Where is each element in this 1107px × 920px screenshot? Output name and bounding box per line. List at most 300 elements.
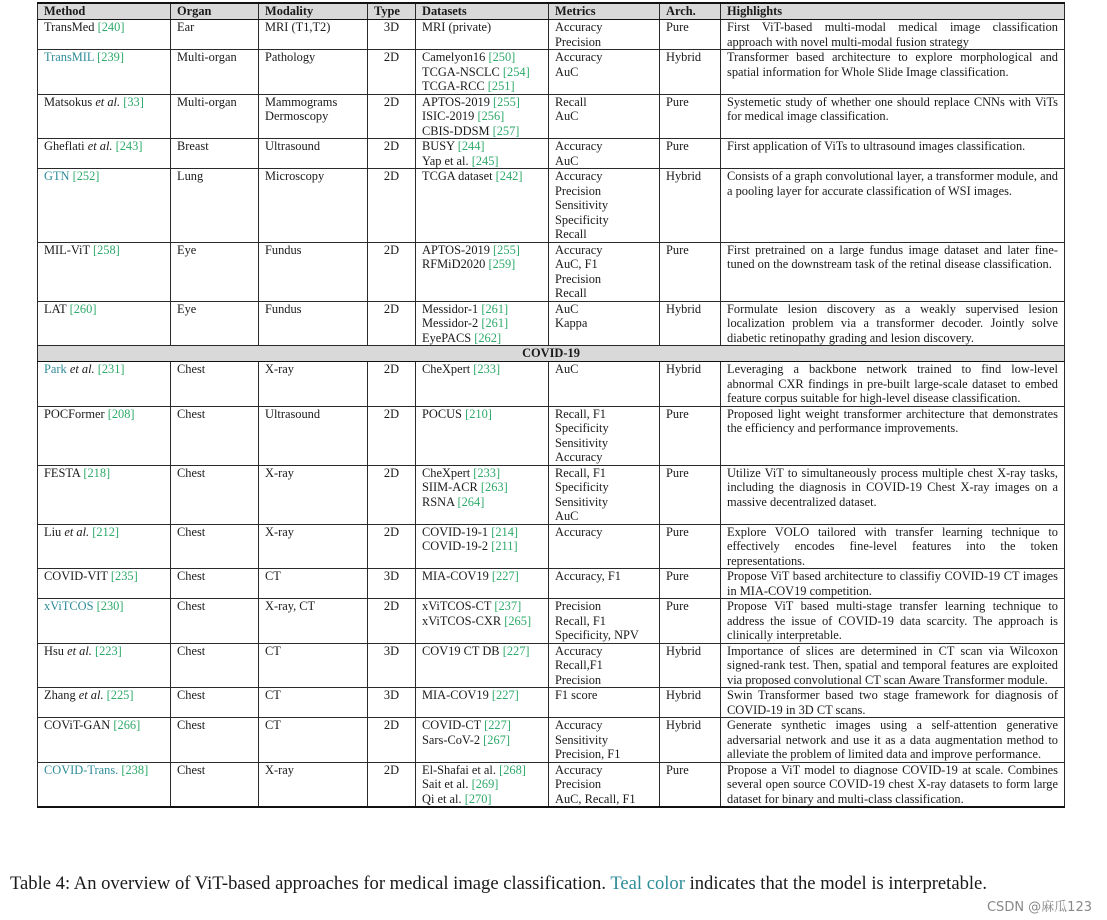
dataset-entry [422, 569, 542, 584]
arch-cell [660, 94, 721, 139]
type-cell [368, 301, 416, 346]
highlights-text: Propose ViT based architecture to classifiy COVID-19 CT images in MIA-COV19 competition. [727, 569, 1058, 598]
dataset-name: xViTCOS-CT [422, 599, 492, 613]
dataset-name: CheXpert [422, 465, 471, 480]
method-cell [38, 242, 171, 301]
dataset-entry [422, 525, 542, 540]
arch-cell [660, 643, 721, 688]
type-cell [368, 465, 416, 524]
dataset-citation: [210] [465, 406, 492, 421]
modality-cell [259, 169, 368, 243]
type-value: 2D [383, 406, 400, 421]
dataset-name: MIA-COV19 [422, 569, 489, 583]
metric-value: AuC, Recall, F1 [555, 791, 636, 806]
metric-value: AuC [555, 301, 579, 316]
arch-cell [660, 169, 721, 243]
modality-cell [259, 242, 368, 301]
type-cell [368, 569, 416, 599]
modality-value: CT [265, 569, 281, 583]
modality-cell [259, 362, 368, 407]
method-name: Hsu [44, 643, 64, 658]
metrics-cell [549, 50, 660, 95]
dataset-entry [422, 480, 542, 495]
dataset-citation: [264] [457, 494, 485, 509]
arch-value: Pure [666, 94, 689, 109]
metrics-cell [549, 301, 660, 346]
modality-value: MRI (T1,T2) [265, 20, 331, 34]
vit-classification-table [37, 2, 1065, 808]
method-name: COViT-GAN [44, 718, 111, 732]
metric-value: Accuracy [555, 50, 603, 64]
organ-value: Chest [177, 599, 206, 613]
method-et-al: et al. [69, 362, 95, 376]
metric-value: Specificity [555, 480, 609, 494]
dataset-entry [422, 65, 542, 80]
arch-value: Hybrid [666, 718, 702, 732]
method-name: xViTCOS [44, 599, 94, 613]
dataset-entry [422, 302, 542, 317]
modality-value: Ultrasound [265, 139, 321, 153]
type-cell [368, 94, 416, 139]
dataset-citation: [270] [464, 791, 492, 806]
modality-cell [259, 50, 368, 95]
organ-value: Multi-organ [177, 50, 237, 64]
organ-value: Chest [177, 362, 206, 376]
datasets-cell [416, 599, 549, 644]
metric-value: Specificity, NPV [555, 628, 639, 642]
metric-value: Accuracy [555, 139, 603, 153]
type-value: 2D [383, 718, 400, 732]
method-et-al: et al. [95, 94, 121, 109]
dataset-name: Messidor-2 [422, 316, 479, 330]
dataset-name: POCUS [422, 406, 462, 421]
dataset-name: RSNA [422, 494, 455, 509]
dataset-citation: [245] [471, 153, 499, 168]
dataset-name: MRI (private) [422, 20, 492, 34]
datasets-cell [416, 688, 549, 718]
highlights-text: Propose ViT based multi-stage transfer learning technique to address the issue of COVID-19 data scarcity. The approach is clinically interpretable. [727, 599, 1058, 642]
dataset-citation: [244] [457, 139, 485, 153]
type-value: 3D [383, 688, 400, 702]
type-value: 3D [383, 20, 400, 34]
table-row [38, 569, 1065, 599]
table-row [38, 169, 1065, 243]
organ-cell [171, 50, 259, 95]
dataset-entry [422, 362, 542, 377]
method-name: Park [44, 362, 67, 376]
dataset-citation: [233] [473, 465, 501, 480]
organ-value: Chest [177, 465, 206, 480]
arch-value: Pure [666, 20, 689, 34]
metric-value: Accuracy [555, 643, 603, 658]
header-arch: Arch. [660, 3, 721, 20]
metric-value: Recall [555, 227, 587, 241]
type-value: 2D [383, 50, 400, 64]
organ-cell [171, 599, 259, 644]
method-name: Zhang [44, 688, 76, 702]
table-body-general [38, 20, 1065, 346]
metric-value: Kappa [555, 316, 588, 330]
table-row [38, 139, 1065, 169]
dataset-citation: [242] [495, 169, 523, 183]
dataset-name: APTOS-2019 [422, 242, 490, 257]
method-cell [38, 718, 171, 763]
dataset-citation: [214] [491, 524, 519, 539]
metric-value: Accuracy [555, 450, 603, 464]
method-name: TransMIL [44, 50, 95, 64]
datasets-cell [416, 242, 549, 301]
method-cell [38, 139, 171, 169]
organ-cell [171, 688, 259, 718]
method-cell [38, 50, 171, 95]
metric-value: Precision [555, 777, 602, 791]
organ-cell [171, 524, 259, 569]
type-value: 2D [383, 94, 400, 109]
header-method: Method [38, 3, 171, 20]
type-value: 2D [383, 139, 400, 153]
table-section-covid [38, 346, 1065, 362]
modality-cell [259, 643, 368, 688]
metric-value: AuC [555, 362, 579, 376]
method-name: Gheflati [44, 139, 85, 153]
table-row [38, 242, 1065, 301]
metrics-cell [549, 169, 660, 243]
dataset-citation: [268] [499, 762, 526, 777]
metrics-cell [549, 524, 660, 569]
dataset-name: MIA-COV19 [422, 688, 489, 702]
dataset-citation: [256] [477, 109, 505, 123]
modality-value: CT [265, 718, 281, 732]
arch-cell [660, 688, 721, 718]
type-cell [368, 406, 416, 465]
metric-value: Accuracy [555, 718, 603, 732]
modality-cell [259, 94, 368, 139]
metrics-cell [549, 20, 660, 50]
highlights-cell [721, 762, 1065, 807]
dataset-name: SIIM-ACR [422, 480, 478, 494]
arch-value: Hybrid [666, 688, 702, 702]
method-citation: [223] [94, 643, 122, 658]
modality-cell [259, 569, 368, 599]
dataset-entry [422, 331, 542, 346]
method-citation: [212] [92, 524, 120, 539]
organ-value: Eye [177, 242, 197, 257]
dataset-entry [422, 688, 542, 703]
method-cell [38, 362, 171, 407]
table-row [38, 524, 1065, 569]
datasets-cell [416, 465, 549, 524]
dataset-entry [422, 95, 542, 110]
table-row [38, 643, 1065, 688]
metric-value: Accuracy [555, 762, 603, 777]
arch-value: Pure [666, 599, 689, 613]
method-cell [38, 524, 171, 569]
table-row [38, 406, 1065, 465]
modality-value: Pathology [265, 50, 316, 64]
metric-value: Precision [555, 271, 602, 286]
dataset-name: Sars-CoV-2 [422, 732, 481, 747]
highlights-cell [721, 643, 1065, 688]
metric-value: Accuracy [555, 20, 603, 34]
dataset-entry [422, 599, 542, 614]
method-cell [38, 20, 171, 50]
dataset-name: TCGA-NSCLC [422, 64, 500, 79]
arch-cell [660, 301, 721, 346]
arch-cell [660, 718, 721, 763]
dataset-citation: [261] [481, 301, 509, 316]
method-citation: [252] [72, 169, 100, 183]
modality-value: X-ray [265, 524, 294, 539]
organ-cell [171, 406, 259, 465]
dataset-name: RFMiD2020 [422, 257, 486, 271]
method-citation: [238] [121, 762, 149, 777]
type-cell [368, 169, 416, 243]
dataset-citation: [259] [488, 257, 516, 271]
highlights-cell [721, 139, 1065, 169]
dataset-entry [422, 718, 542, 733]
metric-value: Precision [555, 34, 602, 49]
dataset-name: TCGA-RCC [422, 79, 485, 93]
metric-value: Precision [555, 183, 602, 198]
dataset-name: CheXpert [422, 362, 471, 376]
metric-value: Recall, F1 [555, 465, 606, 480]
modality-cell [259, 301, 368, 346]
dataset-citation: [211] [491, 539, 518, 553]
section-label: COVID-19 [38, 346, 1065, 362]
organ-value: Chest [177, 643, 206, 658]
highlights-cell [721, 569, 1065, 599]
highlights-cell [721, 20, 1065, 50]
table-row [38, 362, 1065, 407]
dataset-entry [422, 139, 542, 154]
metric-value: Specificity [555, 421, 609, 435]
organ-cell [171, 139, 259, 169]
method-citation: [33] [123, 94, 144, 109]
arch-value: Pure [666, 524, 689, 539]
dataset-citation: [263] [480, 480, 508, 494]
datasets-cell [416, 569, 549, 599]
organ-cell [171, 362, 259, 407]
metric-value: Accuracy [555, 169, 603, 183]
dataset-entry [422, 124, 542, 139]
datasets-cell [416, 406, 549, 465]
metric-value: Recall,F1 [555, 658, 603, 672]
dataset-citation: [227] [491, 569, 519, 583]
type-value: 2D [383, 242, 400, 257]
type-value: 2D [383, 762, 400, 777]
dataset-entry [422, 407, 542, 422]
table-row [38, 50, 1065, 95]
method-cell [38, 169, 171, 243]
dataset-name: COV19 CT DB [422, 643, 500, 658]
modality-cell [259, 139, 368, 169]
metric-value: Recall [555, 286, 587, 300]
highlights-text: Explore VOLO tailored with transfer learning technique to effectively encodes fine-level features into the token representations. [727, 524, 1058, 568]
table-row [38, 301, 1065, 346]
metric-value: Sensitivity [555, 435, 609, 450]
method-citation: [260] [69, 301, 97, 316]
type-value: 3D [383, 569, 400, 583]
dataset-entry [422, 644, 542, 659]
arch-value: Hybrid [666, 50, 702, 64]
datasets-cell [416, 169, 549, 243]
datasets-cell [416, 20, 549, 50]
organ-cell [171, 718, 259, 763]
metrics-cell [549, 688, 660, 718]
arch-value: Hybrid [666, 301, 702, 316]
method-et-al: et al. [64, 524, 90, 539]
metric-value: F1 score [555, 688, 598, 702]
organ-value: Lung [177, 169, 204, 183]
datasets-cell [416, 94, 549, 139]
highlights-cell [721, 524, 1065, 569]
datasets-cell [416, 762, 549, 807]
modality-value: CT [265, 643, 281, 658]
highlights-cell [721, 94, 1065, 139]
metric-value: Accuracy [555, 524, 603, 539]
modality-cell [259, 406, 368, 465]
method-citation: [235] [110, 569, 138, 583]
dataset-citation: [269] [471, 777, 499, 791]
organ-value: Chest [177, 524, 206, 539]
method-et-al: et al. [78, 688, 104, 702]
method-citation: [218] [83, 465, 111, 480]
modality-value: X-ray [265, 465, 294, 480]
dataset-entry [422, 316, 542, 331]
organ-cell [171, 569, 259, 599]
highlights-text: Importance of slices are determined in CT scan via Wilcoxon signed-rank test. Then, spatial and temporal features are exploited via proposed convolutional CT scan Aware Transformer module. [727, 643, 1058, 687]
arch-value: Pure [666, 406, 689, 421]
dataset-citation: [255] [493, 242, 520, 257]
datasets-cell [416, 718, 549, 763]
modality-value: Fundus [265, 301, 302, 316]
type-cell [368, 643, 416, 688]
type-cell [368, 718, 416, 763]
organ-cell [171, 643, 259, 688]
type-value: 2D [383, 301, 400, 316]
arch-value: Pure [666, 465, 689, 480]
highlights-text: Transformer based architecture to explore morphological and spatial information for Whole Slide Image classification. [727, 50, 1058, 79]
dataset-entry [422, 539, 542, 554]
method-name: Matsokus [44, 94, 93, 109]
metrics-cell [549, 465, 660, 524]
dataset-citation: [251] [487, 79, 515, 93]
highlights-text: Formulate lesion discovery as a weakly supervised lesion localization problem via a transformer decoder. Jointly solve diabetic retinopathy grading and lesion discovery. [727, 301, 1058, 345]
metric-value: Precision, F1 [555, 747, 621, 761]
arch-cell [660, 242, 721, 301]
organ-cell [171, 169, 259, 243]
modality-value: Dermoscopy [265, 109, 329, 123]
organ-cell [171, 762, 259, 807]
dataset-citation: [227] [491, 688, 519, 702]
highlights-text: Leveraging a backbone network trained to find low-level abnormal CXR findings in pre-built large-scale dataset to embed feature corpus suitable for high-level disease classification. [727, 362, 1058, 405]
modality-value: Microscopy [265, 169, 325, 183]
method-citation: [231] [97, 362, 125, 376]
metric-value: Recall [555, 94, 587, 109]
dataset-citation: [254] [502, 64, 530, 79]
dataset-entry [422, 257, 542, 272]
dataset-entry [422, 109, 542, 124]
type-value: 2D [383, 465, 400, 480]
metrics-cell [549, 94, 660, 139]
type-cell [368, 599, 416, 644]
dataset-citation: [250] [488, 50, 516, 64]
highlights-cell [721, 406, 1065, 465]
modality-value: X-ray [265, 362, 294, 376]
organ-value: Breast [177, 139, 209, 153]
organ-cell [171, 94, 259, 139]
dataset-entry [422, 733, 542, 748]
arch-cell [660, 524, 721, 569]
table-caption [10, 872, 1090, 895]
highlights-text: Swin Transformer based two stage framework for diagnosis of COVID-19 in 3D CT scans. [727, 688, 1058, 717]
organ-value: Chest [177, 762, 206, 777]
method-name: COVID-VIT [44, 569, 108, 583]
type-cell [368, 688, 416, 718]
method-et-al: et al. [67, 643, 92, 658]
method-name: LAT [44, 301, 67, 316]
table-row [38, 688, 1065, 718]
caption-suffix: indicates that the model is interpretable. [689, 873, 987, 894]
header-datasets: Datasets [416, 3, 549, 20]
modality-cell [259, 20, 368, 50]
highlights-text: First ViT-based multi-modal medical image classification approach with novel multi-modal fusion strategy [727, 20, 1058, 49]
table-body-covid [38, 362, 1065, 808]
table-row [38, 20, 1065, 50]
dataset-entry [422, 466, 542, 481]
organ-value: Eye [177, 301, 197, 316]
arch-value: Hybrid [666, 362, 702, 376]
metric-value: Specificity [555, 212, 609, 227]
metric-value: Precision [555, 672, 602, 687]
type-value: 3D [383, 643, 400, 658]
organ-value: Multi-organ [177, 94, 237, 109]
dataset-citation: [261] [481, 316, 509, 330]
arch-cell [660, 465, 721, 524]
highlights-text: Systemetic study of whether one should replace CNNs with ViTs for medical image classification. [727, 94, 1058, 123]
method-citation: [258] [92, 242, 120, 257]
header-type: Type [368, 3, 416, 20]
dataset-name: Yap et al. [422, 153, 469, 168]
method-et-al: et al. [87, 139, 113, 153]
dataset-name: ISIC-2019 [422, 109, 475, 123]
highlights-cell [721, 50, 1065, 95]
highlights-text: Proposed light weight transformer architecture that demonstrates the efficiency and performance improvements. [727, 406, 1058, 435]
datasets-cell [416, 524, 549, 569]
highlights-text: Propose a ViT model to diagnose COVID-19 at scale. Combines several open source COVID-19 chest X-ray datasets to form large dataset for binary and multi-class classification. [727, 762, 1058, 806]
method-citation: [225] [106, 688, 134, 702]
metrics-cell [549, 718, 660, 763]
metric-value: Sensitivity [555, 732, 609, 747]
dataset-entry [422, 495, 542, 510]
metric-value: Sensitivity [555, 198, 609, 212]
method-citation: [240] [97, 20, 125, 34]
modality-cell [259, 599, 368, 644]
dataset-entry [422, 154, 542, 169]
organ-cell [171, 242, 259, 301]
method-name: Liu [44, 524, 62, 539]
metric-value: Precision [555, 599, 602, 613]
highlights-cell [721, 599, 1065, 644]
method-name: GTN [44, 169, 70, 183]
dataset-name: Camelyon16 [422, 50, 486, 64]
dataset-name: APTOS-2019 [422, 94, 490, 109]
method-citation: [239] [97, 50, 124, 64]
datasets-cell [416, 301, 549, 346]
highlights-text: Generate synthetic images using a self-attention generative adversarial network and use it as a data augmentation method to alleviate the problem of limited data and improve performance. [727, 718, 1058, 761]
metric-value: Sensitivity [555, 494, 609, 509]
modality-cell [259, 465, 368, 524]
